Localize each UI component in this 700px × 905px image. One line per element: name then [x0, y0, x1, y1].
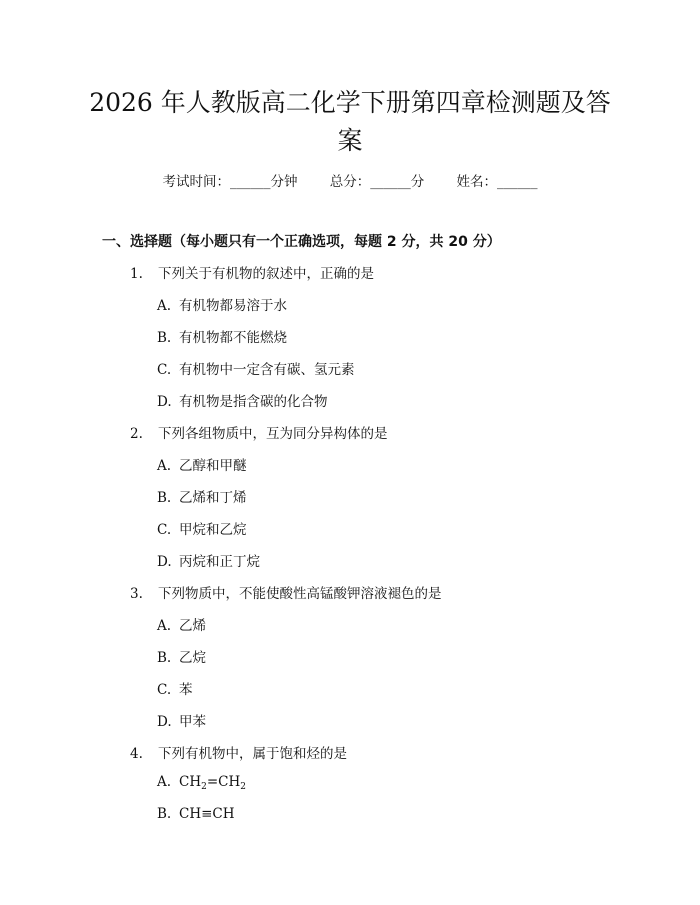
total-score-field: [330, 170, 425, 190]
question-text: 下列物质中，不能使酸性高锰酸钾溶液褪色的是: [158, 586, 442, 602]
option-letter: D.: [157, 554, 172, 570]
option-text: 有机物是指含碳的化合物: [179, 394, 328, 410]
question-number: 2.: [130, 426, 143, 442]
question-number: 4.: [130, 746, 143, 762]
question-4: [130, 742, 347, 762]
option-text: 苯: [179, 682, 193, 698]
option-letter: C.: [157, 682, 172, 698]
option-letter: A.: [157, 618, 172, 634]
option-letter: A.: [157, 298, 172, 314]
option-text: 甲烷和乙烷: [179, 522, 247, 538]
exam-time-unit: 分钟: [270, 174, 298, 190]
option-text: 有机物中一定含有碳、氢元素: [179, 362, 355, 378]
total-score-label: 总分：: [329, 174, 371, 190]
name-label: 姓名：: [456, 174, 498, 190]
option-letter: A.: [157, 458, 172, 474]
option-3a: [157, 614, 206, 634]
option-text: 甲苯: [179, 714, 206, 730]
exam-time-label: 考试时间：: [162, 174, 230, 190]
option-text: 丙烷和正丁烷: [179, 554, 260, 570]
name-blank: ______: [497, 174, 538, 190]
option-text: 有机物都易溶于水: [179, 298, 287, 314]
option-2a: [157, 454, 247, 474]
option-1c: [157, 358, 355, 378]
option-2b: [157, 486, 247, 506]
option-3d: [157, 710, 206, 730]
formula-part: CH: [179, 774, 202, 790]
total-score-blank: ______: [370, 174, 411, 190]
option-formula: [179, 774, 246, 790]
formula-subscript: 2: [201, 782, 207, 792]
section-title: 一、选择题（每小题只有一个正确选项，每题 2 分，共 20 分）: [102, 234, 501, 250]
question-2: [130, 422, 388, 442]
option-letter: B.: [157, 330, 172, 346]
option-4a: [157, 774, 246, 792]
option-letter: D.: [157, 394, 172, 410]
question-text: 下列各组物质中，互为同分异构体的是: [158, 426, 388, 442]
option-3b: [157, 646, 206, 666]
option-letter: A.: [157, 774, 172, 790]
option-text: 有机物都不能燃烧: [179, 330, 287, 346]
option-letter: C.: [157, 362, 172, 378]
formula-part: =CH: [206, 774, 241, 790]
option-letter: B.: [157, 490, 172, 506]
question-number: 3.: [130, 586, 143, 602]
question-3: [130, 582, 442, 602]
question-text: 下列有机物中，属于饱和烃的是: [158, 746, 347, 762]
option-letter: B.: [157, 650, 172, 666]
question-text: 下列关于有机物的叙述中，正确的是: [158, 266, 374, 282]
option-text: 乙烯: [179, 618, 206, 634]
question-number: 1.: [130, 266, 143, 282]
option-2c: [157, 518, 247, 538]
name-field: [457, 170, 538, 190]
exam-time-field: [162, 170, 297, 190]
option-3c: [157, 678, 193, 698]
exam-info-line: [0, 170, 700, 190]
question-1: [130, 262, 374, 282]
option-text: 乙烯和丁烯: [179, 490, 247, 506]
option-1b: [157, 326, 287, 346]
option-text: 乙烷: [179, 650, 206, 666]
option-letter: C.: [157, 522, 172, 538]
option-letter: B.: [157, 806, 172, 822]
option-letter: D.: [157, 714, 172, 730]
option-text: CH≡CH: [179, 806, 235, 822]
option-1d: [157, 390, 328, 410]
total-score-unit: 分: [410, 174, 425, 190]
option-1a: [157, 294, 287, 314]
exam-time-blank: ______: [229, 174, 271, 190]
option-text: 乙醇和甲醚: [179, 458, 247, 474]
formula-subscript: 2: [240, 782, 246, 792]
document-title: 2026 年人教版高二化学下册第四章检测题及答案: [89, 88, 611, 155]
option-4b: [157, 806, 235, 822]
option-2d: [157, 550, 260, 570]
